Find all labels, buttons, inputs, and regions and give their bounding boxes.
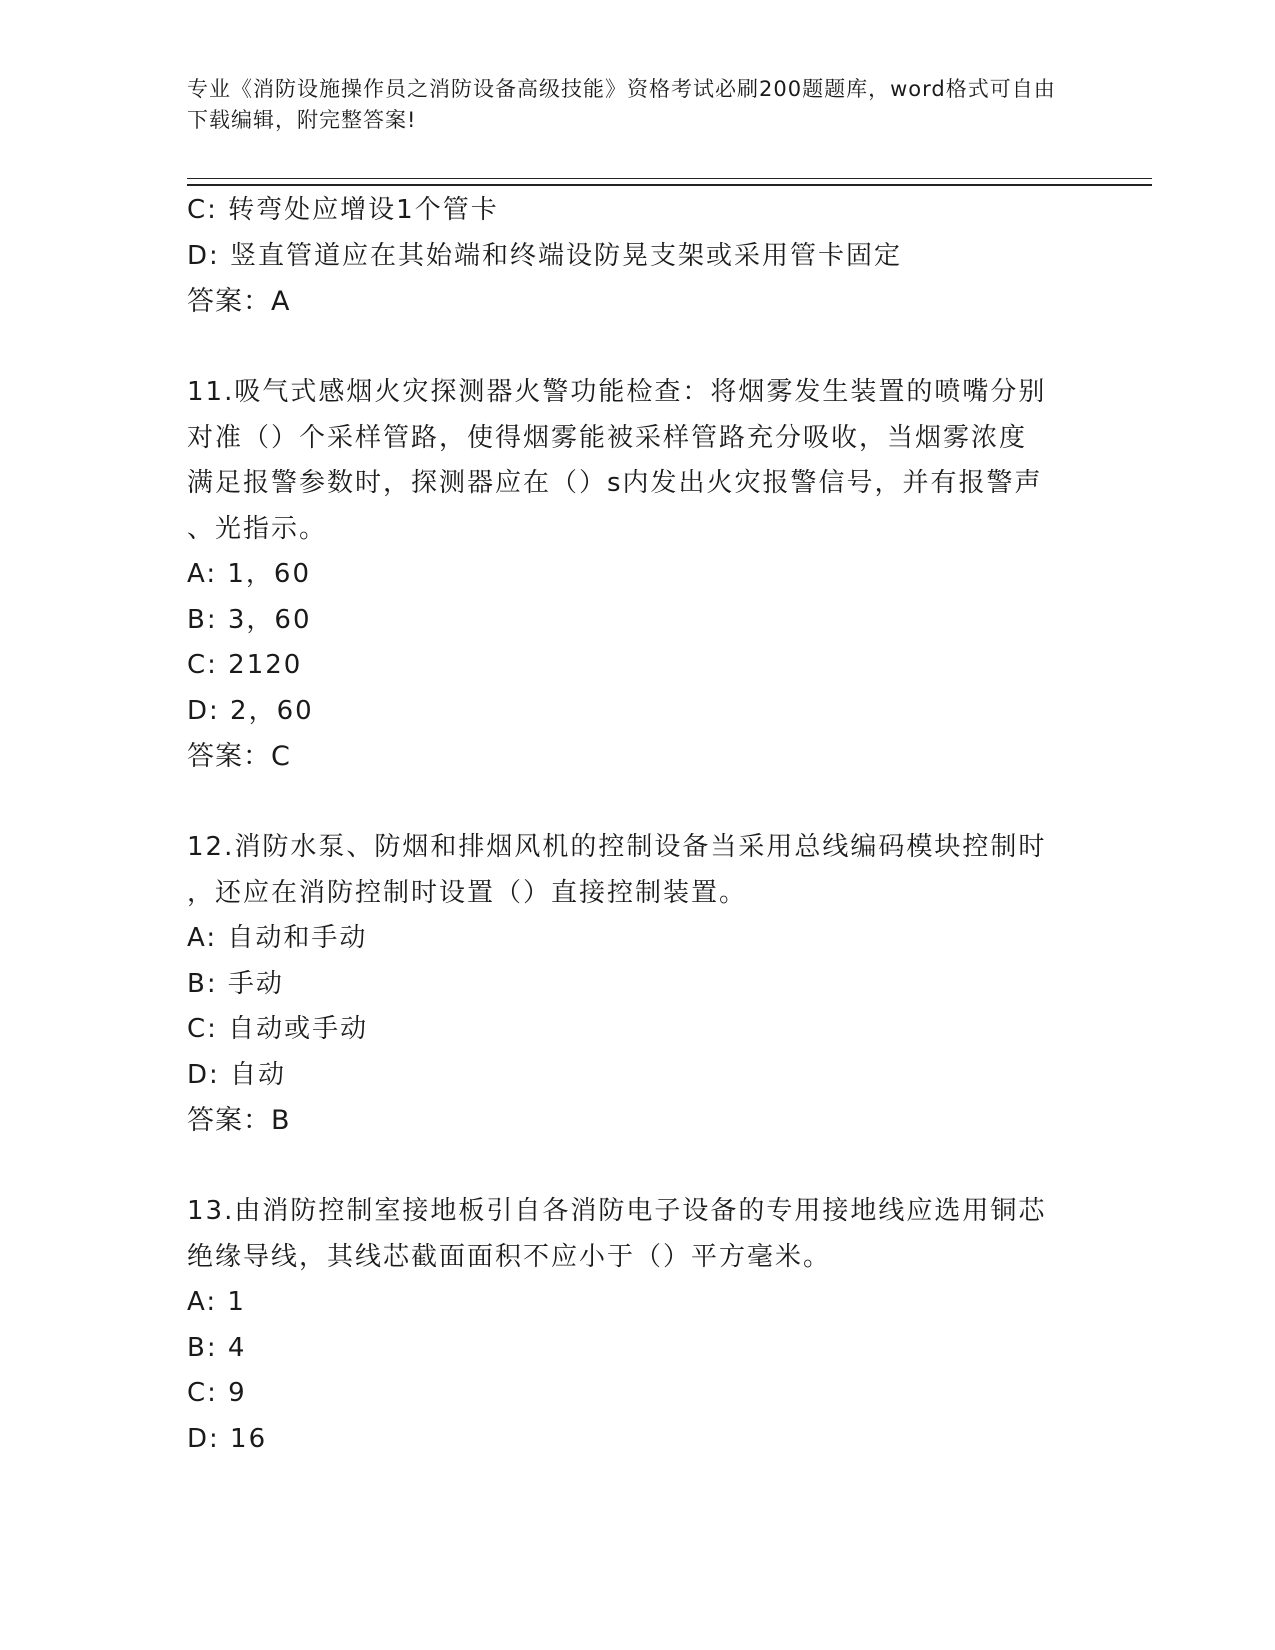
question-text: ，还应在消防控制时设置（）直接控制装置。 [187, 877, 748, 908]
spacer [187, 325, 1087, 371]
option-d: D: 2，60 [187, 695, 314, 726]
spacer [187, 780, 1087, 826]
option-a: A: 1，60 [187, 559, 311, 589]
previous-question-tail [187, 188, 1087, 325]
header-divider-thick [187, 184, 1152, 186]
question-text: 11.吸气式感烟火灾探测器火警功能检查：将烟雾发生装置的喷嘴分别 [187, 377, 1047, 407]
question-12 [187, 825, 1087, 1144]
answer-line: 答案：B [187, 1105, 291, 1136]
option-d: D: 竖直管道应在其始端和终端设防晃支架或采用管卡固定 [187, 240, 903, 271]
answer-line: 答案：A [187, 286, 291, 317]
option-c: C: 9 [187, 1378, 247, 1408]
question-text: 13.由消防控制室接地板引自各消防电子设备的专用接地线应选用铜芯 [187, 1196, 1047, 1226]
option-c: C: 转弯处应增设1个管卡 [187, 195, 499, 225]
option-c: C: 自动或手动 [187, 1014, 369, 1044]
question-11 [187, 370, 1087, 780]
question-content [187, 188, 1087, 1462]
spacer [187, 1144, 1087, 1190]
question-text: 对准（）个采样管路，使得烟雾能被采样管路充分吸收，当烟雾浓度 [187, 422, 1028, 453]
option-c: C: 2120 [187, 650, 303, 680]
option-d: D: 自动 [187, 1059, 287, 1090]
answer-line: 答案：C [187, 741, 291, 772]
option-a: A: 1 [187, 1287, 246, 1317]
option-b: B: 手动 [187, 968, 284, 999]
question-text: 满足报警参数时，探测器应在（）s内发出火灾报警信号，并有报警声 [187, 468, 1043, 498]
option-a: A: 自动和手动 [187, 923, 368, 953]
option-d: D: 16 [187, 1423, 268, 1454]
header-divider-thin [187, 178, 1152, 179]
document-header: 专业《消防设施操作员之消防设备高级技能》资格考试必刷200题题库，word格式可自由下载编辑，附完整答案! [187, 77, 1056, 132]
question-text: 12.消防水泵、防烟和排烟风机的控制设备当采用总线编码模块控制时 [187, 832, 1047, 862]
option-b: B: 4 [187, 1332, 247, 1363]
question-text: 、光指示。 [187, 513, 328, 544]
question-13 [187, 1189, 1087, 1462]
question-text: 绝缘导线，其线芯截面面积不应小于（）平方毫米。 [187, 1241, 832, 1272]
option-b: B: 3，60 [187, 604, 312, 635]
